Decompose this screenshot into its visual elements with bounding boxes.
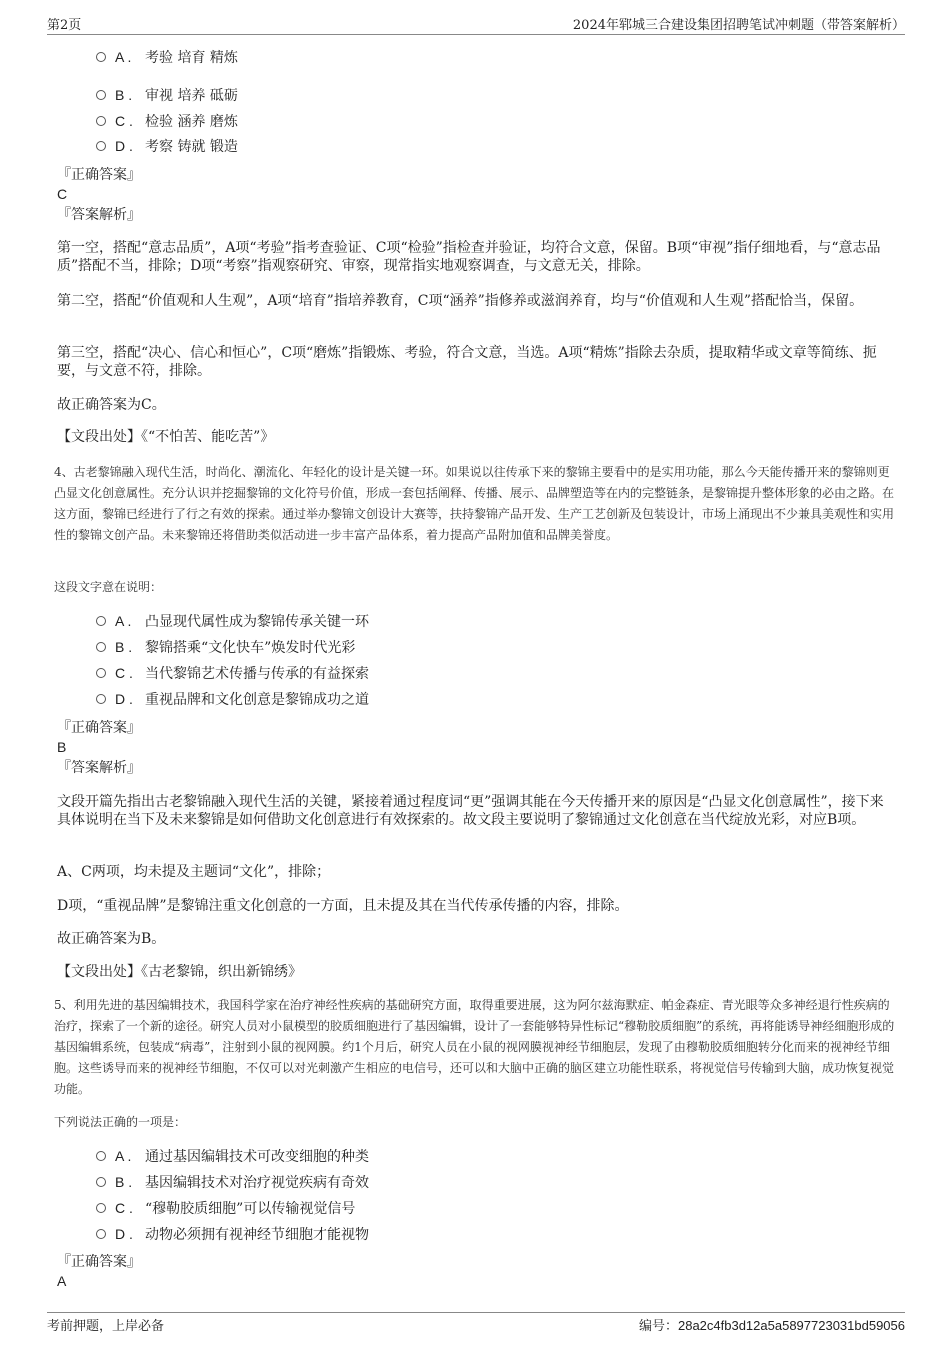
question-prompt: 下列说法正确的一项是： <box>54 1115 187 1129</box>
analysis-paragraph: 第一空，搭配“意志品质”，A项“考验”指考查验证、C项“检验”指检查并验证，均符合文意，保留。B项“审视”指仔细地看，与“意志品质”搭配不当，排除；D项“考察”指观察研究、审察，现常指实地观察调查，与文意无关，排除。 <box>57 240 881 274</box>
option-b[interactable]: B . 审视 培养 砥砺 <box>96 85 238 105</box>
analysis-conclusion: 故正确答案为C。 <box>57 397 166 413</box>
radio-icon[interactable] <box>96 642 106 652</box>
question-stem: 5、利用先进的基因编辑技术，我国科学家在治疗神经性疾病的基础研究方面，取得重要进展，这为阿尔兹海默症、帕金森症、青光眼等众多神经退行性疾病的治疗，探索了一个新的途径。研究人员对小鼠模型的胶质细胞进行了基因编辑，设计了一套能够特异性标记“穆勒胶质细胞”的系统，再将能诱导神经细胞形成的基因编辑系统，包装成“病毒”，注射到小鼠的视网膜。约1个月后，研究人员在小鼠的视网膜视神经节细胞层，发现了由穆勒胶质细胞转分化而来的视神经节细胞。这些诱导而来的视神经节细胞，不仅可以对光刺激产生相应的电信号，还可以和大脑中正确的脑区建立功能性联系，将视觉信号传输到大脑，成功恢复视觉功能。 <box>54 998 895 1096</box>
option-c[interactable]: C . “穆勒胶质细胞”可以传输视觉信号 <box>96 1198 355 1218</box>
page-footer <box>47 1312 905 1333</box>
radio-icon[interactable] <box>96 694 106 704</box>
radio-icon[interactable] <box>96 116 106 126</box>
question-stem: 4、古老黎锦融入现代生活，时尚化、潮流化、年轻化的设计是关键一环。如果说以往传承下来的黎锦主要看中的是实用功能，那么今天能传播开来的黎锦则更凸显文化创意属性。充分认识并挖掘黎锦的文化符号价值，形成一套包括阐释、传播、展示、品牌塑造等在内的完整链条，是黎锦提升整体形象的必由之路。在这方面，黎锦已经进行了行之有效的探索。通过举办黎锦文创设计大赛等，扶持黎锦产品开发、生产工艺创新及包装设计，市场上涌现出不少兼具美观性和实用性的黎锦文创产品。未来黎锦还将借助类似活动进一步丰富产品体系，着力提高产品附加值和品牌美誉度。 <box>54 465 895 542</box>
option-c[interactable]: C . 检验 涵养 磨炼 <box>96 111 238 131</box>
page-header <box>47 12 905 35</box>
radio-icon[interactable] <box>96 668 106 678</box>
analysis-paragraph: 第三空，搭配“决心、信心和恒心”，C项“磨炼”指锻炼、考验，符合文意，当选。A项“精炼”指除去杂质，提取精华或文章等简练、扼要，与文意不符，排除。 <box>57 345 877 379</box>
answer-value: A <box>57 1273 67 1289</box>
option-d[interactable]: D . 考察 铸就 锻造 <box>96 136 238 156</box>
radio-icon[interactable] <box>96 90 106 100</box>
answer-value: B <box>57 739 67 755</box>
option-a[interactable]: A . 凸显现代属性成为黎锦传承关键一环 <box>96 611 369 631</box>
source-note: 【文段出处】《“不怕苦、能吃苦”》 <box>57 429 275 445</box>
analysis-conclusion: 故正确答案为B。 <box>57 931 166 947</box>
analysis-paragraph: 第二空，搭配“价值观和人生观”，A项“培育”指培养教育，C项“涵养”指修养或滋润养育，均与“价值观和人生观”搭配恰当，保留。 <box>57 293 864 309</box>
radio-icon[interactable] <box>96 1151 106 1161</box>
option-d[interactable]: D . 重视品牌和文化创意是黎锦成功之道 <box>96 689 369 709</box>
radio-icon[interactable] <box>96 1177 106 1187</box>
analysis-paragraph: 文段开篇先指出古老黎锦融入现代生活的关键，紧接着通过程度词“更”强调其能在今天传播开来的原因是“凸显文化创意属性”，接下来具体说明在当下及未来黎锦是如何借助文化创意进行有效探索的。故文段主要说明了黎锦通过文化创意在当代绽放光彩，对应B项。 <box>57 794 884 828</box>
answer-value: C <box>57 186 68 202</box>
answer-label: 『正确答案』 <box>57 720 141 736</box>
analysis-label: 『答案解析』 <box>57 207 141 223</box>
question-prompt: 这段文字意在说明： <box>54 580 163 594</box>
document-code: 编号：28a2c4fb3d12a5a5897723031bd59056 <box>638 1318 905 1333</box>
footer-slogan: 考前押题，上岸必备 <box>47 1319 165 1334</box>
source-note: 【文段出处】《古老黎锦，织出新锦绣》 <box>57 964 302 980</box>
radio-icon[interactable] <box>96 52 106 62</box>
option-d[interactable]: D . 动物必须拥有视神经节细胞才能视物 <box>96 1224 369 1244</box>
radio-icon[interactable] <box>96 1229 106 1239</box>
analysis-paragraph: D项，“重视品牌”是黎锦注重文化创意的一方面，且未提及其在当代传承传播的内容，排除。 <box>57 898 629 914</box>
document-title: 2024年郓城三合建设集团招聘笔试冲刺题（带答案解析） <box>572 18 905 33</box>
radio-icon[interactable] <box>96 616 106 626</box>
answer-label: 『正确答案』 <box>57 167 141 183</box>
analysis-paragraph: A、C两项，均未提及主题词“文化”，排除； <box>57 864 331 880</box>
analysis-label: 『答案解析』 <box>57 760 141 776</box>
radio-icon[interactable] <box>96 1203 106 1213</box>
answer-label: 『正确答案』 <box>57 1254 141 1270</box>
option-a[interactable]: A . 考验 培育 精炼 <box>96 47 238 67</box>
option-b[interactable]: B . 基因编辑技术对治疗视觉疾病有奇效 <box>96 1172 369 1192</box>
option-c[interactable]: C . 当代黎锦艺术传播与传承的有益探索 <box>96 663 369 683</box>
page-number: 第2页 <box>47 18 82 33</box>
radio-icon[interactable] <box>96 141 106 151</box>
option-a[interactable]: A . 通过基因编辑技术可改变细胞的种类 <box>96 1146 369 1166</box>
option-b[interactable]: B . 黎锦搭乘“文化快车”焕发时代光彩 <box>96 637 355 657</box>
